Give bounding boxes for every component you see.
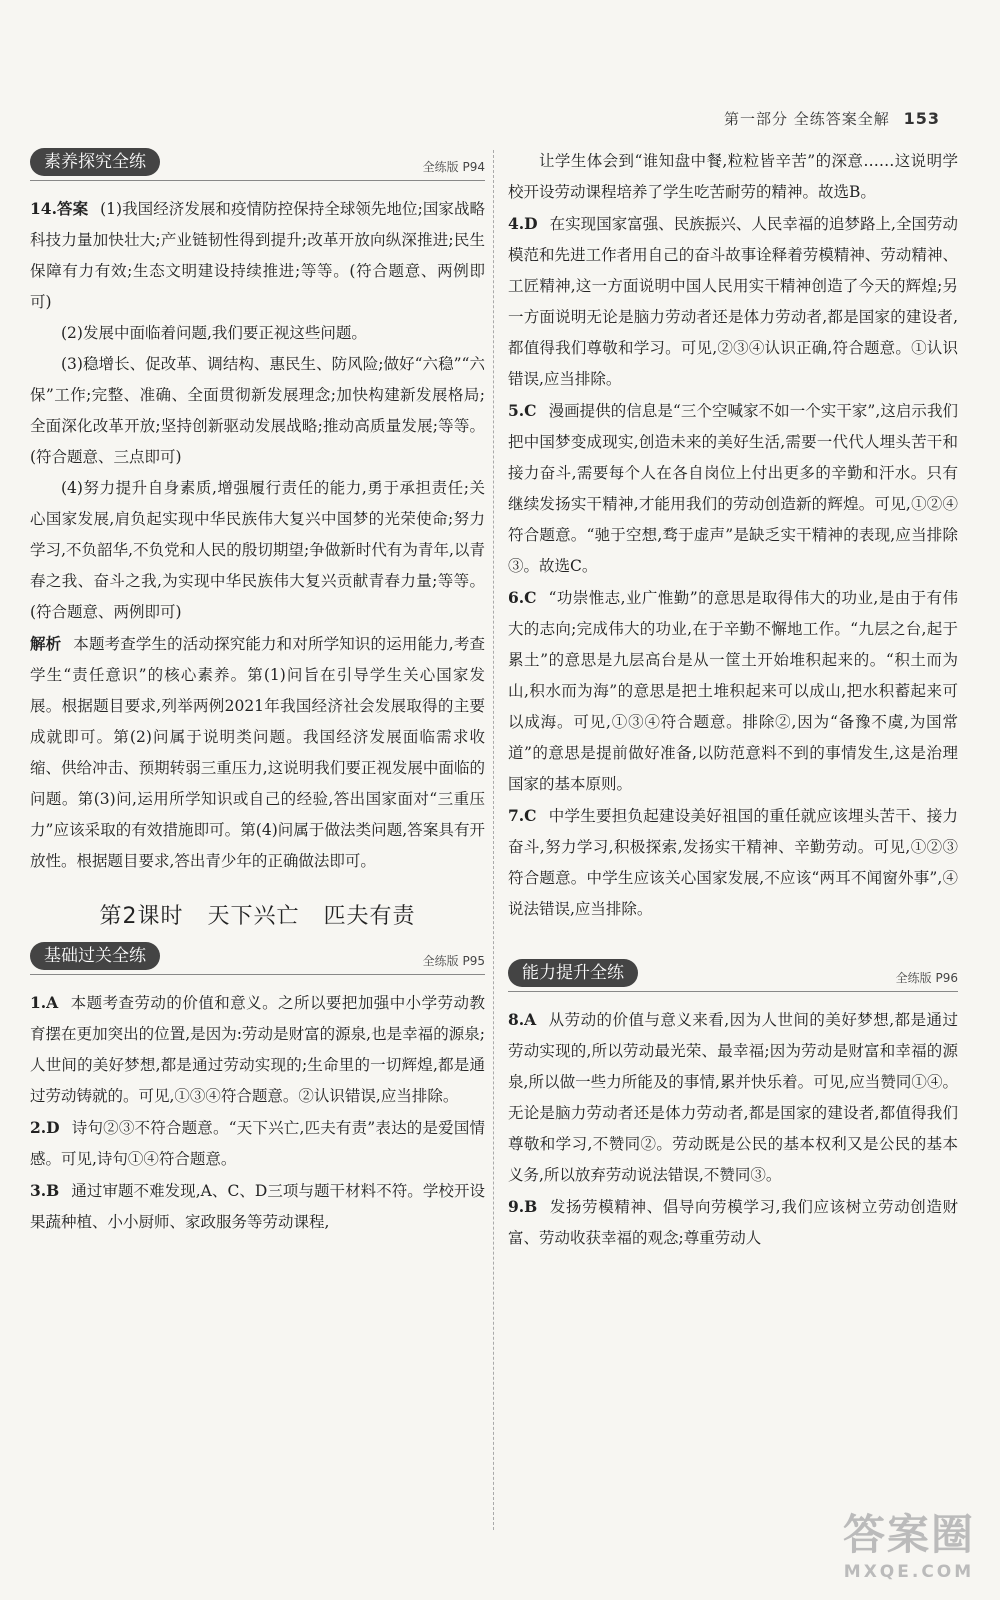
answer-q8 xyxy=(508,1004,958,1191)
watermark-main: 答案圈 xyxy=(842,1510,975,1559)
q14-answer-p4: (4)努力提升自身素质,增强履行责任的能力,勇于承担责任;关心国家发展,肩负起实现中华民族伟大复兴中国梦的光荣使命;努力学习,不负韶华,不负党和人民的殷切期望;争做新时代有为青年,以青春之我、奋斗之我,为实现中华民族伟大复兴贡献青春力量;等等。(符合题意、两例即可) xyxy=(30,479,485,621)
answer-label: 5.C xyxy=(508,401,537,420)
answer-label: 14.答案 xyxy=(30,199,89,218)
answer-label: 9.B xyxy=(508,1197,538,1216)
answer-q7 xyxy=(508,800,958,925)
answer-label: 2.D xyxy=(30,1118,60,1137)
answer-q2 xyxy=(30,1112,485,1175)
answer-q3 xyxy=(30,1175,485,1238)
analysis-text: 本题考查学生的活动探究能力和对所学知识的运用能力,考查学生“责任意识”的核心素养。第(1)问旨在引导学生关心国家发展。根据题目要求,列举两例2021年我国经济社会发展取得的主要成就即可。第(2)问属于说明类问题。我国经济发展面临需求收缩、供给冲击、预期转弱三重压力,这说明我们要正视发展中面临的问题。第(3)问,运用所学知识或自己的经验,答出国家面对“三重压力”应该采取的有效措施即可。第(4)问属于做法类问题,答案具有开放性。根据题目要求,答出青少年的正确做法即可。 xyxy=(30,635,485,870)
answer-text: (1)我国经济发展和疫情防控保持全球领先地位;国家战略科技力量加快壮大;产业链韧性得到提升;改革开放向纵深推进;民生保障有力有效;生态文明建设持续推进;等等。(符合题意、两例即可) xyxy=(30,200,485,311)
answer-text: 通过审题不难发现,A、C、D三项与题干材料不符。学校开设果蔬种植、小小厨师、家政服务等劳动课程, xyxy=(30,1182,485,1231)
section-ref: 全练版 P95 xyxy=(422,954,485,968)
answer-label: 4.D xyxy=(508,214,538,233)
answer-label: 3.B xyxy=(30,1181,60,1200)
watermark-url: MXQE.COM xyxy=(843,1562,975,1582)
section-ref: 全练版 P96 xyxy=(895,971,958,985)
lesson-title xyxy=(30,899,485,930)
header-title: 第一部分 全练答案全解 xyxy=(724,110,890,128)
section-tag: 能力提升全练 xyxy=(508,959,638,987)
section-tag: 基础过关全练 xyxy=(30,942,160,970)
answer-text: 从劳动的价值与意义来看,因为人世间的美好梦想,都是通过劳动实现的,所以劳动最光荣、最幸福;因为劳动是财富和幸福的源泉,所以做一些力所能及的事情,累并快乐着。可见,应当赞同①④。无论是脑力劳动者还是体力劳动者,都是国家的建设者,都值得我们尊敬和学习,不赞同②。劳动既是公民的基本权利又是公民的基本义务,所以放弃劳动说法错误,不赞同③。 xyxy=(508,1011,958,1184)
answer-text: 诗句②③不符合题意。“天下兴亡,匹夫有责”表达的是爱国情感。可见,诗句①④符合题意。 xyxy=(30,1119,485,1168)
answer-q9 xyxy=(508,1191,958,1254)
answer-text: 本题考查劳动的价值和意义。之所以要把加强中小学劳动教育摆在更加突出的位置,是因为:劳动是财富的源泉,也是幸福的源泉;人世间的美好梦想,都是通过劳动实现的;生命里的一切辉煌,都是通过劳动铸就的。可见,①③④符合题意。②认识错误,应当排除。 xyxy=(30,994,485,1105)
section-ref: 全练版 P94 xyxy=(422,160,485,174)
answer-label: 6.C xyxy=(508,588,537,607)
q14-answer-p3: (3)稳增长、促改革、调结构、惠民生、防风险;做好“六稳”“六保”工作;完整、准确、全面贯彻新发展理念;加快构建新发展格局;全面深化改革开放;坚持创新驱动发展战略;推动高质量发展;等等。(符合题意、三点即可) xyxy=(30,355,485,466)
answer-text: 漫画提供的信息是“三个空喊家不如一个实干家”,这启示我们把中国梦变成现实,创造未来的美好生活,需要一代代人埋头苦干和接力奋斗,需要每个人在各自岗位上付出更多的辛勤和汗水。只有继续发扬实干精神,才能用我们的劳动创造新的辉煌。可见,①②④符合题意。“驰于空想,骛于虚声”是缺乏实干精神的表现,应当排除③。故选C。 xyxy=(508,402,958,575)
answer-text: 发扬劳模精神、倡导向劳模学习,我们应该树立劳动创造财富、劳动收获幸福的观念;尊重劳动人 xyxy=(508,1198,958,1247)
answer-q6 xyxy=(508,582,958,800)
q14-answer-p1 xyxy=(30,193,485,318)
section-header-suyang xyxy=(30,150,485,181)
q14-answer-p2: (2)发展中面临着问题,我们要正视这些问题。 xyxy=(61,324,367,342)
answer-text: 中学生要担负起建设美好祖国的重任就应该埋头苦干、接力奋斗,努力学习,积极探索,发扬实干精神、辛勤劳动。可见,①②③符合题意。中学生应该关心国家发展,不应该“两耳不闻窗外事”,④说法错误,应当排除。 xyxy=(508,807,958,918)
q14-analysis xyxy=(30,628,485,877)
answer-text: “功崇惟志,业广惟勤”的意思是取得伟大的功业,是由于有伟大的志向;完成伟大的功业,在于辛勤不懈地工作。“九层之台,起于累土”的意思是九层高台是从一筐土开始堆积起来的。“积土而为山,积水而为海”的意思是把土堆积起来可以成山,把水积蓄起来可以成海。可见,①③④符合题意。排除②,因为“备豫不虞,为国常道”的意思是提前做好准备,以防范意料不到的事情发生,这是治理国家的基本原则。 xyxy=(508,589,958,793)
lesson-part1: 天下兴亡 xyxy=(207,904,300,929)
section-tag: 素养探究全练 xyxy=(30,148,160,176)
site-watermark-logo xyxy=(843,1502,975,1582)
section-header-jichu xyxy=(30,944,485,975)
answer-label: 7.C xyxy=(508,806,537,825)
answer-q1 xyxy=(30,987,485,1112)
section-header-nengli xyxy=(508,961,958,992)
answer-text: 在实现国家富强、民族振兴、人民幸福的追梦路上,全国劳动模范和先进工作者用自己的奋斗故事诠释着劳模精神、劳动精神、工匠精神,这一方面说明中国人民用实干精神创造了今天的辉煌;另一方面说明无论是脑力劳动者还是体力劳动者,都是国家的建设者,都值得我们尊敬和学习。可见,②③④认识正确,符合题意。①认识错误,应当排除。 xyxy=(508,215,958,388)
answer-q5 xyxy=(508,395,958,582)
column-divider xyxy=(493,150,494,1530)
answer-q4 xyxy=(508,208,958,395)
lesson-part2: 匹夫有责 xyxy=(323,904,416,929)
answer-label: 8.A xyxy=(508,1010,537,1029)
right-column xyxy=(508,150,958,1254)
lesson-number: 第2课时 xyxy=(99,904,184,929)
analysis-label: 解析 xyxy=(30,634,62,653)
spacer xyxy=(508,925,958,961)
left-column xyxy=(30,150,485,1238)
page-number: 153 xyxy=(903,109,940,128)
answer-label: 1.A xyxy=(30,993,59,1012)
page-header xyxy=(724,108,940,129)
answer-q3-continued: 让学生体会到“谁知盘中餐,粒粒皆辛苦”的深意……这说明学校开设劳动课程培养了学生吃苦耐劳的精神。故选B。 xyxy=(508,152,958,201)
